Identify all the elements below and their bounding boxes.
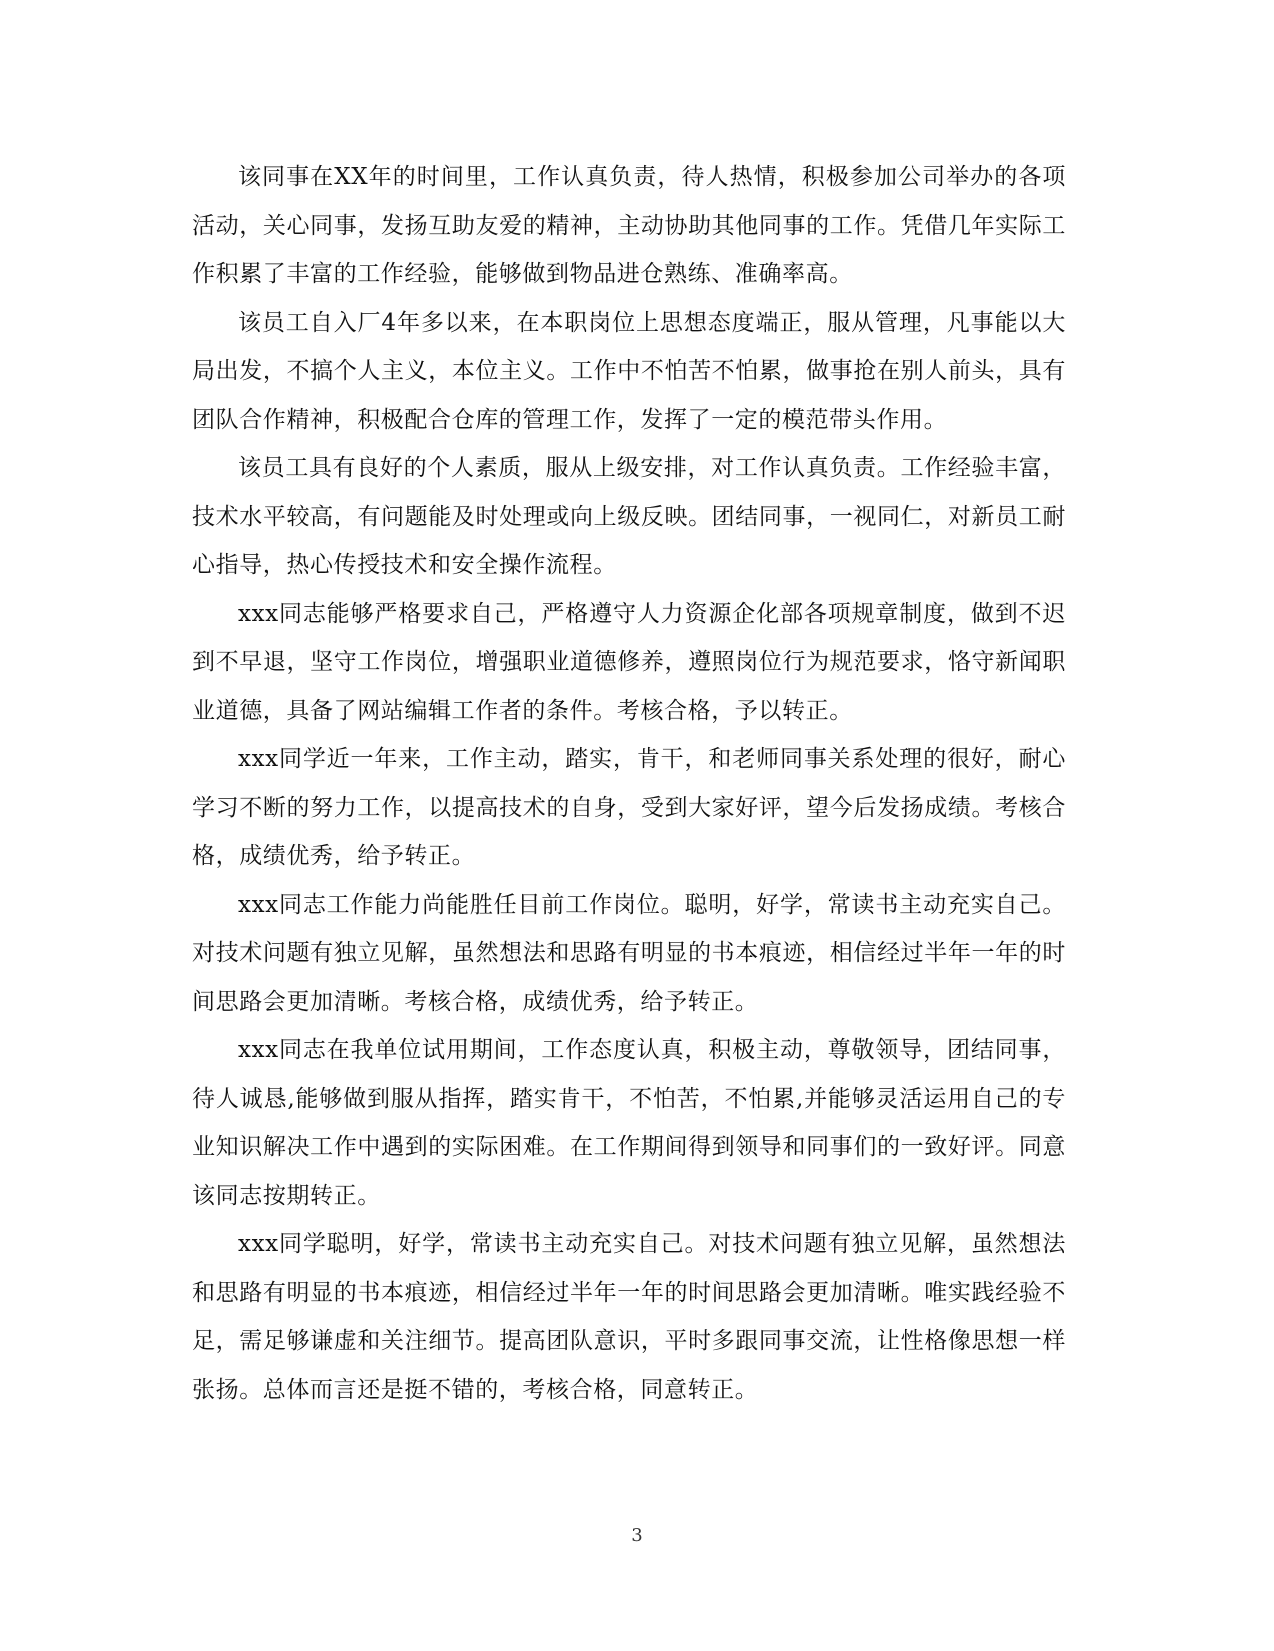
paragraph-5: xxx同学近一年来，工作主动，踏实，肯干，和老师同事关系处理的很好，耐心学习不断的努力工作，以提高技术的自身，受到大家好评，望今后发扬成绩。考核合格，成绩优秀，给予转正。 (192, 746, 1066, 869)
page-number: 3 (631, 1525, 643, 1546)
paragraph-1: 该同事在XX年的时间里，工作认真负责，待人热情，积极参加公司举办的各项活动，关心同事，发扬互助友爱的精神，主动协助其他同事的工作。凭借几年实际工作积累了丰富的工作经验，能够做到物品进仓熟练、准确率高。 (192, 164, 1066, 287)
paragraph-3: 该员工具有良好的个人素质，服从上级安排，对工作认真负责。工作经验丰富，技术水平较高，有问题能及时处理或向上级反映。团结同事，一视同仁，对新员工耐心指导，热心传授技术和安全操作流程。 (192, 455, 1066, 578)
paragraph-6: xxx同志工作能力尚能胜任目前工作岗位。聪明，好学，常读书主动充实自己。对技术问题有独立见解，虽然想法和思路有明显的书本痕迹，相信经过半年一年的时间思路会更加清晰。考核合格，成绩优秀，给予转正。 (192, 891, 1066, 1015)
paragraph-4: xxx同志能够严格要求自己，严格遵守人力资源企化部各项规章制度，做到不迟到不早退，坚守工作岗位，增强职业道德修养，遵照岗位行为规范要求，恪守新闻职业道德，具备了网站编辑工作者的条件。考核合格，予以转正。 (192, 600, 1066, 724)
paragraph-7: xxx同志在我单位试用期间，工作态度认真，积极主动，尊敬领导，团结同事，待人诚恳,能够做到服从指挥，踏实肯干，不怕苦，不怕累,并能够灵活运用自己的专业知识解决工作中遇到的实际困难。在工作期间得到领导和同事们的一致好评。同意该同志按期转正。 (192, 1037, 1066, 1209)
paragraph-8: xxx同学聪明，好学，常读书主动充实自己。对技术问题有独立见解，虽然想法和思路有明显的书本痕迹，相信经过半年一年的时间思路会更加清晰。唯实践经验不足，需足够谦虚和关注细节。提高团队意识，平时多跟同事交流，让性格像思想一样张扬。总体而言还是挺不错的，考核合格，同意转正。 (192, 1231, 1066, 1403)
document-body (192, 153, 1066, 1414)
paragraph-2: 该员工自入厂4年多以来，在本职岗位上思想态度端正，服从管理，凡事能以大局出发，不搞个人主义，本位主义。工作中不怕苦不怕累，做事抢在别人前头，具有团队合作精神，积极配合仓库的管理工作，发挥了一定的模范带头作用。 (192, 309, 1066, 433)
